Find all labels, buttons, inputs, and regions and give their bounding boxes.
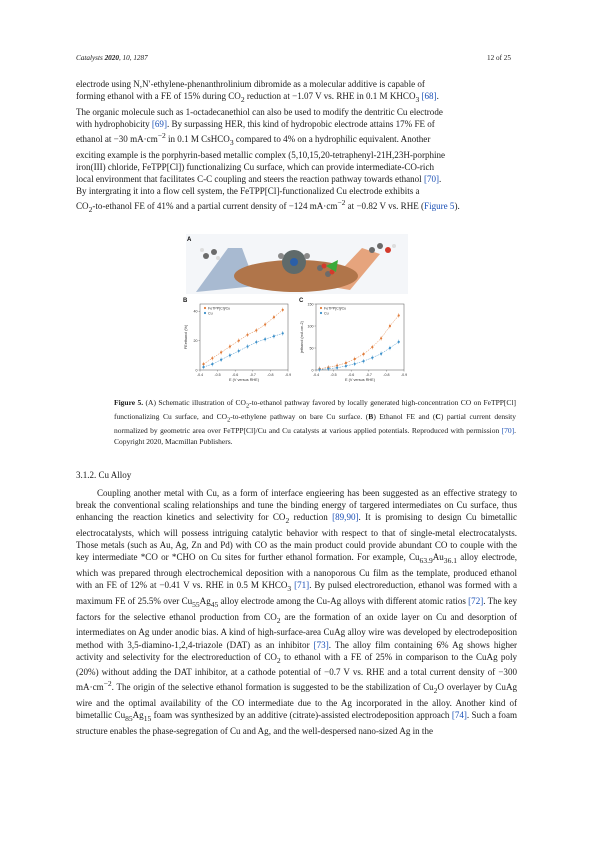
data-point — [336, 367, 338, 369]
panel-a-label: A — [187, 237, 192, 243]
data-point — [229, 345, 231, 347]
data-point — [238, 350, 240, 352]
figure-5-graphic — [176, 226, 416, 386]
journal-citation: Catalysts 2020, 10, 1287 — [76, 54, 148, 62]
page-header — [76, 54, 511, 66]
chart-panel-b — [183, 298, 291, 382]
data-point — [345, 362, 347, 364]
x-tick-label: -0.4 — [312, 373, 320, 377]
plot-frame — [316, 304, 404, 370]
data-point — [354, 363, 356, 365]
figure-link[interactable]: Figure 5 — [424, 201, 455, 212]
data-point — [202, 366, 204, 368]
y-tick-label: 150 — [307, 302, 314, 307]
panel-label: C — [299, 298, 304, 304]
y-tick-label: 40 — [193, 309, 198, 314]
caption-label: Figure 5. — [114, 398, 144, 407]
data-point — [362, 353, 364, 355]
data-point — [371, 346, 373, 348]
series-line — [320, 342, 399, 370]
legend-marker — [204, 312, 206, 314]
citation-link[interactable]: [70] — [501, 426, 515, 436]
data-point — [211, 363, 213, 365]
x-tick-label: -0.6 — [232, 373, 239, 377]
data-point — [264, 323, 266, 325]
x-tick-label: -0.7 — [365, 373, 372, 377]
y-tick-label: 100 — [307, 324, 314, 329]
data-point — [220, 359, 222, 361]
data-point — [380, 353, 382, 355]
x-axis-label: E (V versus RHE) — [345, 378, 375, 382]
y-tick-label: 0 — [311, 368, 314, 373]
y-tick-label: 20 — [193, 338, 198, 343]
y-tick-label: 0 — [195, 368, 198, 373]
data-point — [389, 347, 391, 349]
data-point — [264, 338, 266, 340]
citation-link[interactable]: [71] — [294, 579, 310, 590]
legend-label: Cu — [324, 311, 329, 316]
data-point — [282, 332, 284, 334]
y-tick-label: 50 — [309, 346, 314, 351]
x-tick-label: -0.8 — [267, 373, 274, 377]
series-line — [204, 333, 283, 367]
chart-panel-c — [299, 298, 407, 382]
data-point — [229, 354, 231, 356]
data-point — [371, 357, 373, 359]
x-tick-label: -0.8 — [383, 373, 390, 377]
page-number: 12 of 25 — [487, 54, 511, 62]
data-point — [220, 351, 222, 353]
citation-link[interactable]: [74] — [451, 710, 467, 721]
data-point — [246, 334, 248, 336]
citation-link[interactable]: [70] — [423, 173, 440, 184]
legend-marker — [204, 307, 206, 309]
citation-link[interactable]: [69] — [151, 118, 167, 129]
y-axis-label: jethanol (mA cm-2) — [300, 321, 304, 353]
citation-link[interactable]: [89,90] — [332, 512, 359, 523]
data-point — [273, 316, 275, 318]
data-point — [362, 360, 364, 362]
paragraph-1: electrode using N,N′-ethylene-phenanthrolinium dibromide as a molecular additive is capable of forming ethanol with a FE of 15% during $CO_2$ reduction at −1.07 V vs. RHE in 0.1 M $KHCO_3$ [68]. The organic molecule such as 1-octadecanethiol can also be used to modify the dentritic Cu electrode with hydrophobicity [69]. By surpassing HER, this kind of hydropobic electrode attains 17% FE of ethanol at −30 $mA\cdot cm^{-2}$ in 0.1 M CsHCO$_3$ compared to 4% on a hydrophilic equivalent. Another exciting example is the porphyrin-based metallic complex (5,10,15,20-tetraphenyl-21H,23H-porphine iron(III) chloride, FeTPP[Cl]) functionalizing Cu surface, which can provide intermediate-CO-rich local environment that facilitates C-C coupling and steers the reaction pathway towards ethanol [70]. By intergrating it into a flow cell system, the FeTPP[Cl]-functionalized Cu electrode exhibits a $CO_2-to$-ethanol FE of 41% and a partial current density of −124 $mA\cdot cm^{-2}$ at −0.82 V vs. RHE (Figure 5). — [76, 79, 460, 214]
x-tick-label: -0.5 — [214, 373, 221, 377]
data-point — [345, 365, 347, 367]
journal-year: 2020 — [104, 54, 119, 62]
data-point — [318, 368, 320, 370]
figure-caption: Figure 5. (A) Schematic illustration of $CO_2-to$-ethanol pathway favored by locally generated high-concentration CO on FeTPP[Cl] functionalizing Cu surface, and $CO_2-to$-ethylene pathway on bare Cu surface. (B) Ethanol FE and (C) partial current density normalized by geometric area over FeTPP[Cl]/Cu and Cu catalysts at various applied potentials. Reproduced with permission [70]. Copyright 2020, Macmillan Publishers. — [114, 398, 516, 446]
data-point — [273, 335, 275, 337]
x-tick-label: -0.9 — [400, 373, 408, 377]
citation-link[interactable]: [68] — [421, 91, 437, 102]
data-point — [282, 309, 284, 311]
x-tick-label: -0.9 — [284, 373, 292, 377]
x-tick-label: -0.6 — [348, 373, 355, 377]
data-point — [238, 340, 240, 342]
data-point — [246, 345, 248, 347]
citation-link[interactable]: [73] — [313, 639, 329, 650]
citation-link[interactable]: [72] — [468, 595, 484, 606]
y-axis-label: FEethanol (%) — [184, 324, 188, 350]
legend-marker — [320, 312, 322, 314]
data-point — [255, 341, 257, 343]
panel-label: B — [183, 298, 188, 304]
series-line — [320, 315, 399, 368]
x-axis-label: E (V versus RHE) — [229, 378, 259, 382]
legend-label: FeTPP[Cl]/Cu — [208, 306, 231, 311]
data-point — [327, 368, 329, 370]
x-tick-label: -0.4 — [196, 373, 204, 377]
section-heading: 3.1.2. Cu Alloy — [76, 470, 132, 480]
data-point — [211, 357, 213, 359]
figure-5 — [176, 226, 416, 386]
data-point — [389, 325, 391, 327]
data-point — [398, 341, 400, 343]
data-point — [380, 337, 382, 339]
data-point — [398, 314, 400, 316]
data-point — [354, 358, 356, 360]
legend-marker — [320, 307, 322, 309]
x-tick-label: -0.7 — [249, 373, 256, 377]
legend-label: FeTPP[Cl]/Cu — [324, 306, 347, 311]
x-tick-label: -0.5 — [330, 373, 337, 377]
data-point — [255, 329, 257, 331]
legend-label: Cu — [208, 311, 213, 316]
series-line — [204, 310, 283, 364]
paragraph-2: Coupling another metal with Cu, as a form of interface engieering has been suggested as an effective strategy to break the conventional scaling relationships and tune the binding energy of targered intermediates on Cu surface, thus enhancing the reaction kinetics and selectivity for $CO_2$ reduction [89,90]. It is promising to design Cu bimetallic electrocatalysts, which will possess intriguing catalytic behavior with respect to that of single-metal electrocatalysts. Those metals (such as Au, Ag, Zn and Pd) with CO as the main product could provide abundant CO to couple with the key intermediate *CO or *CHO on Cu sites for further ethanol formation. For example, $Cu_{63.9}Au_{36.1}$ alloy electrode, which was prepared through electrochemical deposition with a nanoporous Cu film as the template, produced ethanol with an FE of 12% at −0.41 V vs. RHE in 0.5 M $KHCO_3$ [71]. By pulsed electroreduction, ethanol was formed with a maximum FE of 25.5% over $Cu_{55}Ag_{45}$ alloy electrode among the Cu-Ag alloys with different atomic ratios [72]. The key factors for the selective ethanol production from $CO_2$ are the formation of an oxide layer on Cu and desorption of intermediates on Ag under anodic bias. A kind of high-surface-area CuAg alloy wire was developed by electrodeposition method with 3,5-diamino-1,2,4-triazole (DAT) as an inhibitor [73]. The alloy film containing 6% Ag shows higher activity and selectivity for the electroreduction of $CO_2$ to ethanol with a FE of 25% in comparison to the CuAg poly (20%) without adding the DAT inhibitor, at a cathode potential of −0.7 V vs. RHE and a total current density of −300 $mA\cdot cm^{-2}$. The origin of the selective ethanol formation is suggested to be the stabilization of $Cu_2O$ overlayer by CuAg wire and the optimal availability of the CO intermediate due to the Ag incorporated in the alloy. Another kind of bimetallic $Cu_{85}Ag_{15}$ foam was synthesized by an additive (citrate)-assisted electrodeposition approach [74]. Such a foam structure enables the phase-segregation of Cu and Ag, and the well-despersed nano-sized Ag in the — [76, 488, 518, 737]
